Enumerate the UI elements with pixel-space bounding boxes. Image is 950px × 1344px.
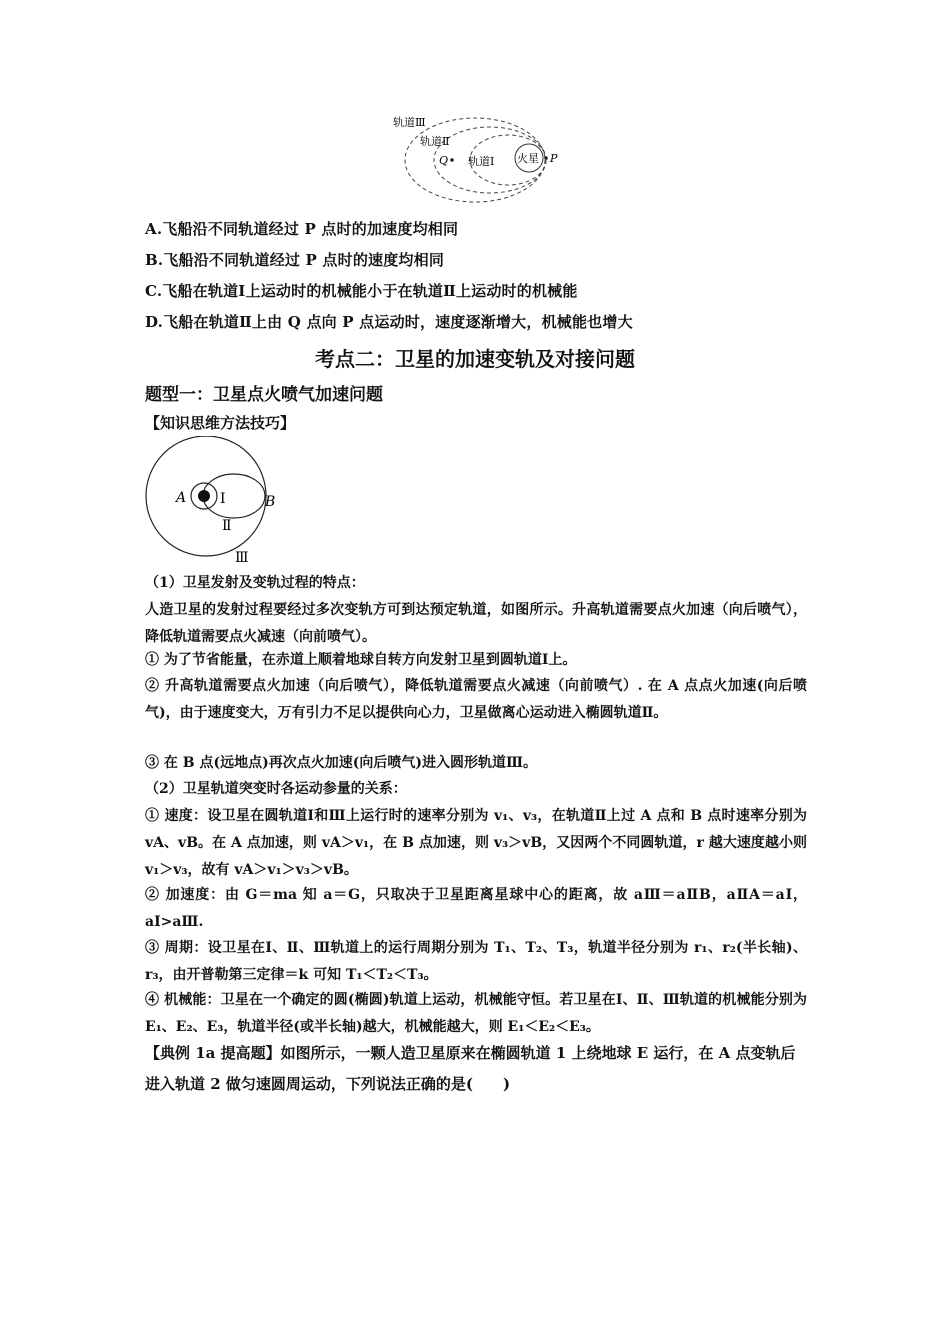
orbit-3-label: Ⅲ: [235, 550, 249, 566]
orbit-2-label: Ⅱ: [222, 518, 232, 534]
paragraph-5: ③ 在 B 点(远地点)再次点火加速(向后喷气)进入圆形轨道Ⅲ。: [145, 755, 537, 771]
orbit-1-label: Ⅰ: [220, 491, 226, 507]
paragraph-9: ③ 周期：设卫星在Ⅰ、Ⅱ、Ⅲ轨道上的运行周期分别为 T₁、T₂、T₃，轨道半径分别为 r₁、r₂(半长轴)、r₃，由开普勒第三定律＝k 可知 T₁＜T₂＜T₃。: [145, 940, 807, 983]
point-b-label: B: [265, 494, 276, 510]
point-a-label: A: [176, 490, 187, 506]
paragraph-2: 人造卫星的发射过程要经过多次变轨方可到达预定轨道，如图所示。升高轨道需要点火加速（向后喷气），降低轨道需要点火减速（向前喷气）。: [145, 602, 807, 645]
point-p-marker: [544, 156, 548, 160]
orbit-2-label: 轨道Ⅱ: [420, 135, 450, 148]
orbit-transfer-figure: [140, 436, 290, 566]
orbit-2-ellipse: [203, 474, 265, 518]
orbit-1-label: 轨道Ⅰ: [468, 155, 495, 168]
mars-label: 火星: [517, 152, 539, 165]
option-a: A.飞船沿不同轨道经过 P 点时的加速度均相同: [145, 220, 459, 238]
paragraph-4: ② 升高轨道需要点火加速（向后喷气），降低轨道需要点火减速（向前喷气）. 在 A 点点火加速(向后喷气)，由于速度变大，万有引力不足以提供向心力，卫星做离心运动进入椭圆轨道Ⅱ。: [145, 678, 807, 721]
earth-dot: [198, 490, 210, 502]
point-q-marker: [450, 158, 454, 162]
paragraph-3: ① 为了节省能量，在赤道上顺着地球自转方向发射卫星到圆轨道Ⅰ上。: [145, 652, 577, 668]
paragraph-7: ① 速度：设卫星在圆轨道Ⅰ和Ⅲ上运行时的速率分别为 v₁、v₃，在轨道Ⅱ上过 A 点和 B 点时速率分别为 vA、vB。在 A 点加速，则 vA＞v₁，在 B 点加速，则 v₃＞vB，又因两个不同圆轨道，r 越大速度越小则 v₁＞v₃，故有 vA＞v₁＞v₃＞vB。: [145, 808, 807, 878]
knowledge-heading: 【知识思维方法技巧】: [145, 414, 296, 432]
mars-orbit-figure: [390, 110, 570, 210]
option-d: D.飞船在轨道Ⅱ上由 Q 点向 P 点运动时，速度逐渐增大，机械能也增大: [145, 313, 633, 331]
point-p-label: P: [550, 152, 558, 165]
option-b: B.飞船沿不同轨道经过 P 点时的速度均相同: [145, 251, 445, 269]
paragraph-10: ④ 机械能：卫星在一个确定的圆(椭圆)轨道上运动，机械能守恒。若卫星在Ⅰ、Ⅱ、Ⅲ轨道的机械能分别为 E₁、E₂、E₃，轨道半径(或半长轴)越大，机械能越大，则 E₁＜E₂＜E₃。: [145, 992, 807, 1035]
point-q-label: Q: [439, 154, 449, 167]
option-c: C.飞船在轨道Ⅰ上运动时的机械能小于在轨道Ⅱ上运动时的机械能: [145, 282, 578, 300]
paragraph-6: （2）卫星轨道突变时各运动参量的关系：: [145, 781, 407, 797]
example-question: 【典例 1a 提高题】如图所示，一颗人造卫星原来在椭圆轨道 1 上绕地球 E 运行，在 A 点变轨后进入轨道 2 做匀速圆周运动，下列说法正确的是( ): [145, 1044, 796, 1093]
paragraph-1: （1）卫星发射及变轨过程的特点：: [145, 575, 365, 591]
section-title: 考点二：卫星的加速变轨及对接问题: [315, 347, 635, 371]
subsection-title: 题型一：卫星点火喷气加速问题: [145, 385, 383, 405]
orbit-3-label: 轨道Ⅲ: [393, 116, 426, 129]
paragraph-8: ② 加速度：由 G＝ma 知 a＝G，只取决于卫星距离星球中心的距离，故 aⅢ＝aⅡB，aⅡA＝aⅠ，aⅠ>aⅢ.: [145, 887, 807, 930]
